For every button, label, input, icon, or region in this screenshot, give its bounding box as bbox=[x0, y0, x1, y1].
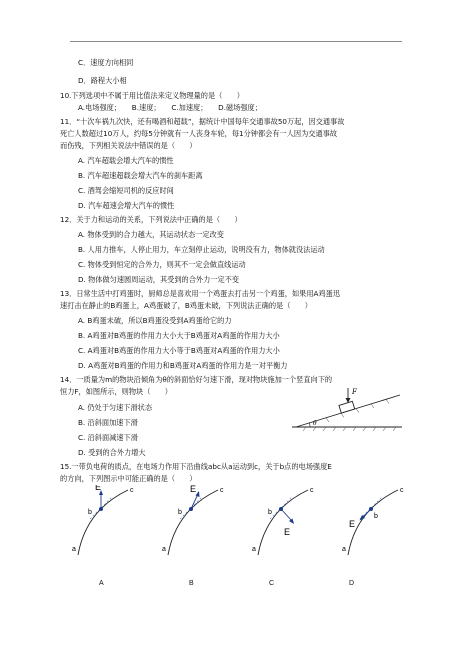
q11-stem-line2: 死亡人数超过10万人，约每5分钟就有一人丧身车轮，每1分钟都会有一人因为交通事故 bbox=[60, 129, 338, 138]
label-b: b bbox=[88, 509, 92, 516]
label-a: a bbox=[72, 546, 76, 553]
figure-d-caption: D bbox=[349, 580, 355, 587]
label-c: c bbox=[220, 487, 224, 494]
trajectory-curve bbox=[348, 490, 398, 555]
q12-option-d: D. 物体做匀速圆周运动，其受到的合外力一定不变 bbox=[78, 275, 240, 284]
field-label: E bbox=[190, 485, 197, 494]
q13-option-d: D. A鸡蛋对B鸡蛋的作用力和B鸡蛋对A鸡蛋的作用力是一对平衡力 bbox=[78, 361, 288, 370]
block bbox=[339, 401, 355, 413]
angle-label: θ bbox=[313, 420, 317, 427]
field-arrow bbox=[191, 494, 198, 509]
figure-b-caption: B bbox=[189, 580, 194, 587]
trajectory-curve bbox=[78, 490, 128, 555]
label-b: b bbox=[374, 513, 378, 520]
q12-option-b: B. 人用力推车，人停止用力，车立刻停止运动，说明没有力，物体就没法运动 bbox=[78, 245, 325, 254]
q15-stem-line2: 的方向，下列图示中可能正确的是（ ） bbox=[60, 474, 197, 483]
q15-figures bbox=[68, 485, 408, 560]
incline-hatch bbox=[326, 399, 389, 422]
q13-option-c: C. A鸡蛋对B鸡蛋的作用力大小等于B鸡蛋对A鸡蛋的作用力大小 bbox=[78, 346, 280, 355]
q14-stem-line1: 14．一质量为m的物块沿倾角为θ的斜面恰好匀速下滑，现对物块施加一个竖直向下的 bbox=[60, 375, 333, 384]
q14-option-d: D. 受到的合外力增大 bbox=[78, 448, 146, 457]
q12-stem: 12．关于力和运动的关系，下列说法中正确的是（ ） bbox=[60, 215, 242, 224]
label-a: a bbox=[162, 546, 166, 553]
q15-stem-line1: 15.一带负电荷的质点，在电场力作用下沿曲线abc从a运动到c，关于b点的电场强度E bbox=[60, 462, 332, 471]
q14-option-c: C. 沿斜面减速下滑 bbox=[78, 433, 138, 442]
ground-hatch bbox=[303, 427, 396, 431]
label-a: a bbox=[342, 546, 346, 553]
figure-a-caption: A bbox=[99, 580, 104, 587]
q13-option-b: B. A鸡蛋对B鸡蛋的作用力大小大于B鸡蛋对A鸡蛋的作用力大小 bbox=[78, 331, 280, 340]
label-c: c bbox=[130, 487, 134, 494]
field-arrowhead bbox=[289, 519, 294, 525]
figure-c-caption: C bbox=[269, 580, 275, 587]
field-label: E bbox=[284, 527, 291, 537]
trajectory-curve bbox=[168, 490, 218, 555]
q11-option-c: C. 酒驾会缩短司机的反应时间 bbox=[78, 186, 174, 195]
prev-option-d: D．路程大小相 bbox=[78, 76, 127, 85]
q13-stem-line1: 13．日常生活中打鸡蛋时，厨师总是喜欢用一个鸡蛋去打击另一个鸡蛋，如果用A鸡蛋迅 bbox=[60, 289, 341, 298]
q13-option-a: A. B鸡蛋未破，所以B鸡蛋没受到A鸡蛋给它的力 bbox=[78, 316, 232, 325]
q12-option-c: C. 物体受到恒定的合外力，则其不一定会做直线运动 bbox=[78, 260, 246, 269]
angle-arc bbox=[310, 423, 311, 427]
q14-option-a: A. 仍处于匀速下滑状态 bbox=[78, 403, 153, 412]
label-b: b bbox=[178, 509, 182, 516]
q11-stem-line3: 而伤残，下列相关说法中错误的是（ ） bbox=[60, 141, 197, 150]
force-label: F bbox=[352, 388, 357, 396]
figure-b bbox=[162, 485, 224, 555]
header-rule bbox=[70, 41, 402, 42]
q12-option-a: A. 物体受到的合力越大，其运动状态一定改变 bbox=[78, 230, 224, 239]
q10-options: A.电场强度； B.速度； C.加速度； D.磁场强度； bbox=[78, 103, 262, 112]
q11-option-d: D. 汽车超速会增大汽车的惯性 bbox=[78, 201, 175, 210]
q10-stem: 10.下列选项中不属于用比值法来定义物理量的是（ ） bbox=[60, 91, 244, 100]
label-c: c bbox=[400, 487, 404, 494]
q11-stem-line1: 11．“十次车祸九次快，还有喝酒和超载”，据统计中国每年交通事故50万起，因交通事故 bbox=[60, 117, 345, 126]
q14-stem-line2: 恒力F，如图所示，则物块（ ） bbox=[60, 387, 172, 396]
q11-option-a: A. 汽车超载会增大汽车的惯性 bbox=[78, 156, 174, 165]
figure-a bbox=[72, 485, 134, 555]
q11-option-b: B. 汽车超速超载会增大汽车的刹车距离 bbox=[78, 171, 203, 180]
field-label: E bbox=[95, 485, 102, 492]
label-a: a bbox=[252, 546, 256, 553]
label-c: c bbox=[310, 487, 314, 494]
q13-stem-line2: 速打击在静止的B鸡蛋上，A鸡蛋破了，B鸡蛋未破，下列说法正确的是（ ） bbox=[60, 301, 312, 310]
field-arrow bbox=[281, 509, 292, 521]
figure-c bbox=[252, 487, 314, 555]
field-label: E bbox=[349, 519, 356, 529]
label-b: b bbox=[268, 509, 272, 516]
figure-d bbox=[342, 487, 404, 555]
incline-figure bbox=[286, 386, 406, 436]
prev-option-c: C．速度方向相同 bbox=[78, 58, 134, 67]
trajectory-curve bbox=[258, 490, 308, 555]
field-arrowhead bbox=[196, 491, 200, 497]
q14-option-b: B. 沿斜面加速下滑 bbox=[78, 418, 138, 427]
